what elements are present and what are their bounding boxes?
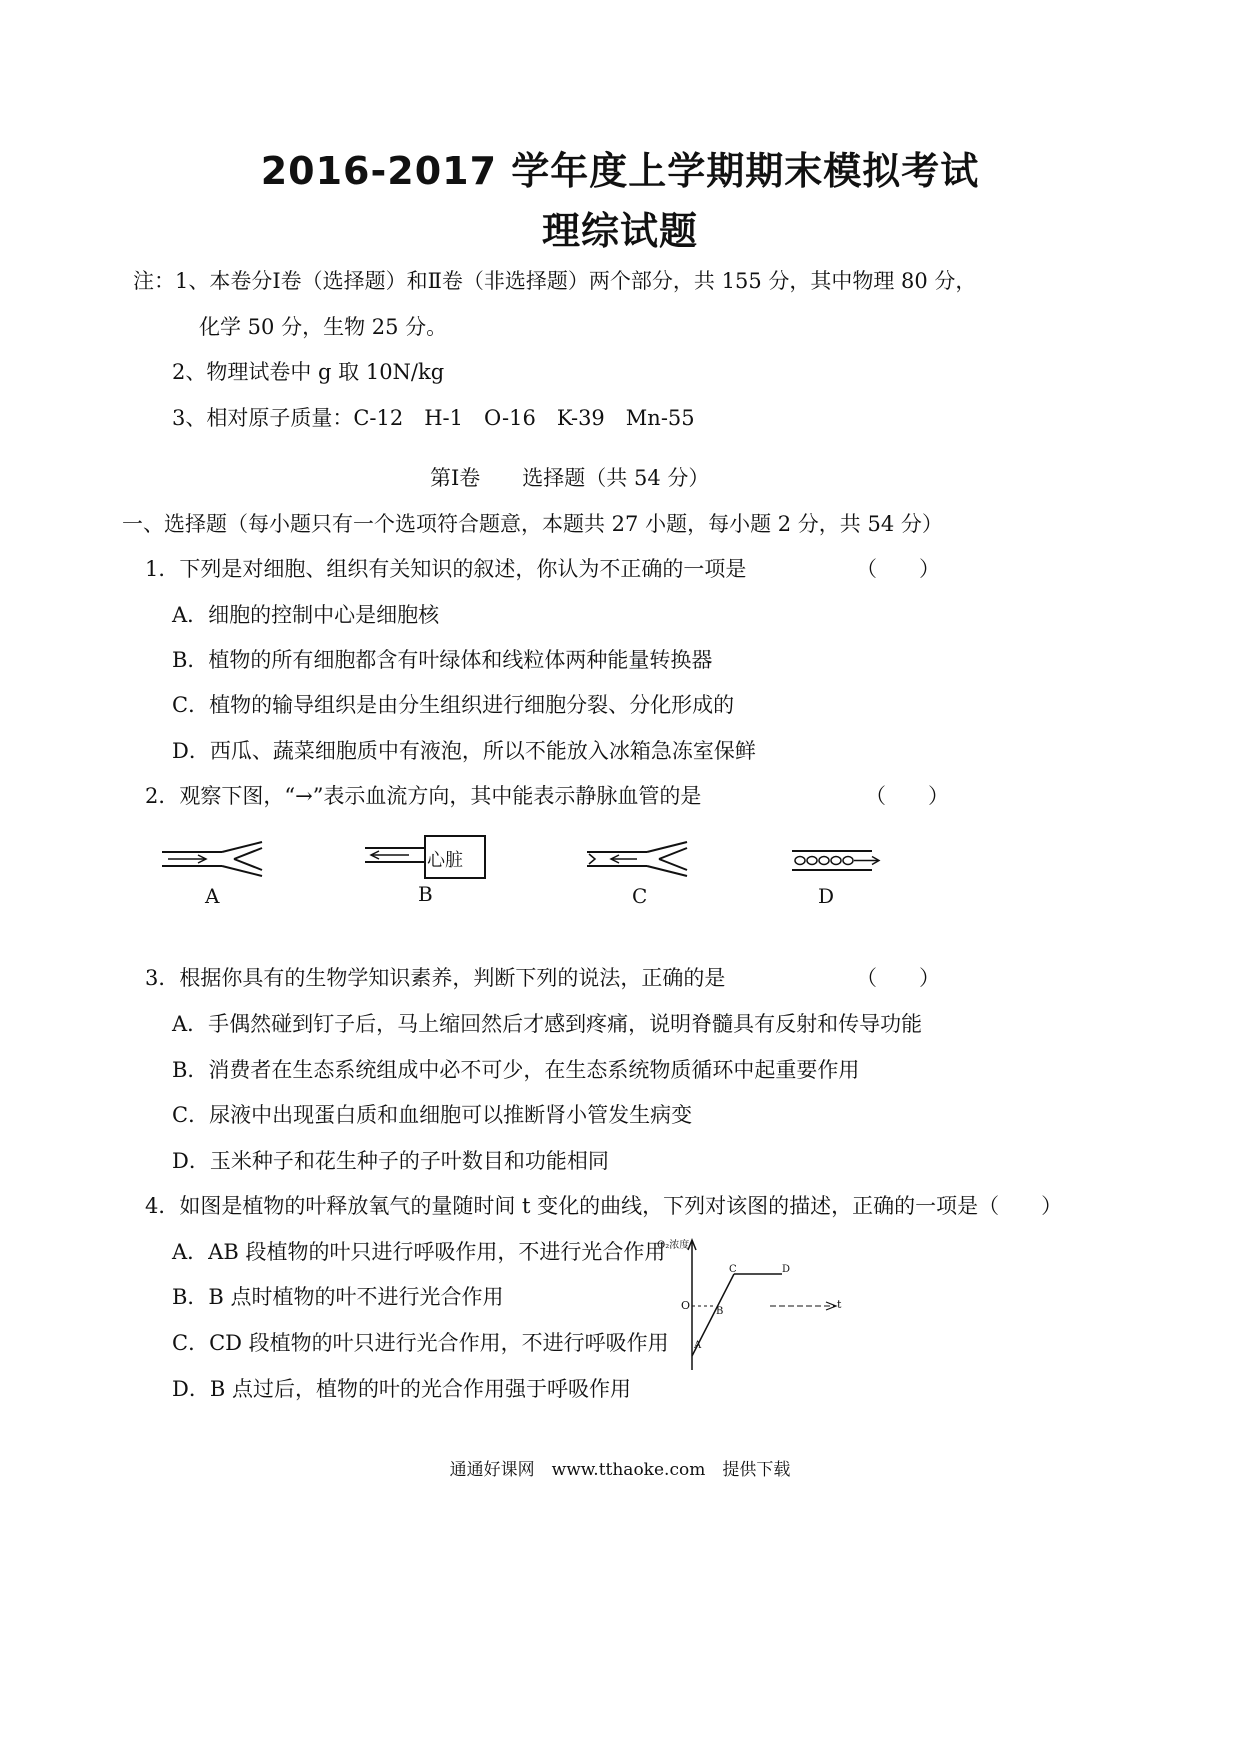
vessel-label-a: A (205, 884, 220, 908)
oxygen-curve-graph (650, 1232, 850, 1377)
exam-title: 2016-2017 学年度上学期期末模拟考试 (260, 149, 980, 193)
question-3-stem: 3．根据你具有的生物学知识素养，判断下列的说法，正确的是 (145, 966, 726, 990)
question-4-option-c: C．CD 段植物的叶只进行光合作用，不进行呼吸作用 (172, 1331, 669, 1355)
vessel-label-c: C (632, 884, 648, 908)
graph-point-d: D (782, 1264, 791, 1275)
vessel-diagram-a (160, 840, 270, 880)
note-line-2: 2、物理试卷中 g 取 10N/kg (172, 360, 445, 384)
page-footer: 通通好课网 www.tthaoke.com 提供下载 (449, 1460, 791, 1480)
note-line-1b: 化学 50 分，生物 25 分。 (199, 315, 448, 339)
question-1-option-b: B．植物的所有细胞都含有叶绿体和线粒体两种能量转换器 (172, 648, 713, 672)
graph-point-a: A (694, 1340, 702, 1351)
question-4-option-b: B．B 点时植物的叶不进行光合作用 (172, 1285, 504, 1309)
graph-origin-label: O (681, 1299, 691, 1312)
vessel-label-b: B (418, 882, 433, 906)
question-4-stem: 4．如图是植物的叶释放氧气的量随时间 t 变化的曲线，下列对该图的描述，正确的一项是（ ） (145, 1194, 1063, 1218)
question-4-option-d: D．B 点过后，植物的叶的光合作用强于呼吸作用 (172, 1377, 631, 1401)
exam-subtitle: 理综试题 (541, 209, 698, 253)
question-1-answer-blank: （ ） (856, 557, 940, 581)
question-3-option-c: C．尿液中出现蛋白质和血细胞可以推断肾小管发生病变 (172, 1103, 693, 1127)
graph-y-axis-label: O₂浓度 (657, 1240, 690, 1251)
question-3-answer-blank: （ ） (856, 966, 940, 990)
note-line-1: 注：1、本卷分Ⅰ卷（选择题）和Ⅱ卷（非选择题）两个部分，共 155 分，其中物理 80 分， (133, 269, 977, 293)
vessel-label-d: D (818, 884, 835, 908)
section-heading: 第Ⅰ卷 选择题（共 54 分） (430, 466, 710, 490)
note-line-3: 3、相对原子质量：C-12 H-1 O-16 K-39 Mn-55 (172, 406, 695, 430)
question-2-stem: 2．观察下图，“→”表示血流方向，其中能表示静脉血管的是 (145, 784, 702, 808)
heart-label: 心脏 (427, 850, 463, 871)
vessel-diagram-b (363, 834, 488, 880)
question-3-option-d: D．玉米种子和花生种子的子叶数目和功能相同 (172, 1149, 609, 1173)
question-2-answer-blank: （ ） (865, 784, 949, 808)
question-4-option-a: A．AB 段植物的叶只进行呼吸作用，不进行光合作用 (172, 1240, 666, 1264)
question-1-stem: 1．下列是对细胞、组织有关知识的叙述，你认为不正确的一项是 (145, 557, 747, 581)
question-3-option-a: A．手偶然碰到钉子后，马上缩回然后才感到疼痛，说明脊髓具有反射和传导功能 (172, 1012, 923, 1036)
vessel-diagram-c (585, 840, 695, 880)
question-1-option-c: C．植物的输导组织是由分生组织进行细胞分裂、分化形成的 (172, 693, 735, 717)
graph-point-c: C (729, 1264, 737, 1275)
graph-point-b: B (716, 1306, 724, 1317)
section-instructions: 一、选择题（每小题只有一个选项符合题意，本题共 27 小题，每小题 2 分，共 54 分） (122, 512, 943, 536)
graph-x-axis-label: t (837, 1298, 842, 1311)
question-1-option-a: A．细胞的控制中心是细胞核 (172, 603, 440, 627)
vessel-diagram-d (790, 848, 885, 874)
question-1-option-d: D．西瓜、蔬菜细胞质中有液泡，所以不能放入冰箱急冻室保鲜 (172, 739, 756, 763)
question-3-option-b: B．消费者在生态系统组成中必不可少，在生态系统物质循环中起重要作用 (172, 1058, 860, 1082)
